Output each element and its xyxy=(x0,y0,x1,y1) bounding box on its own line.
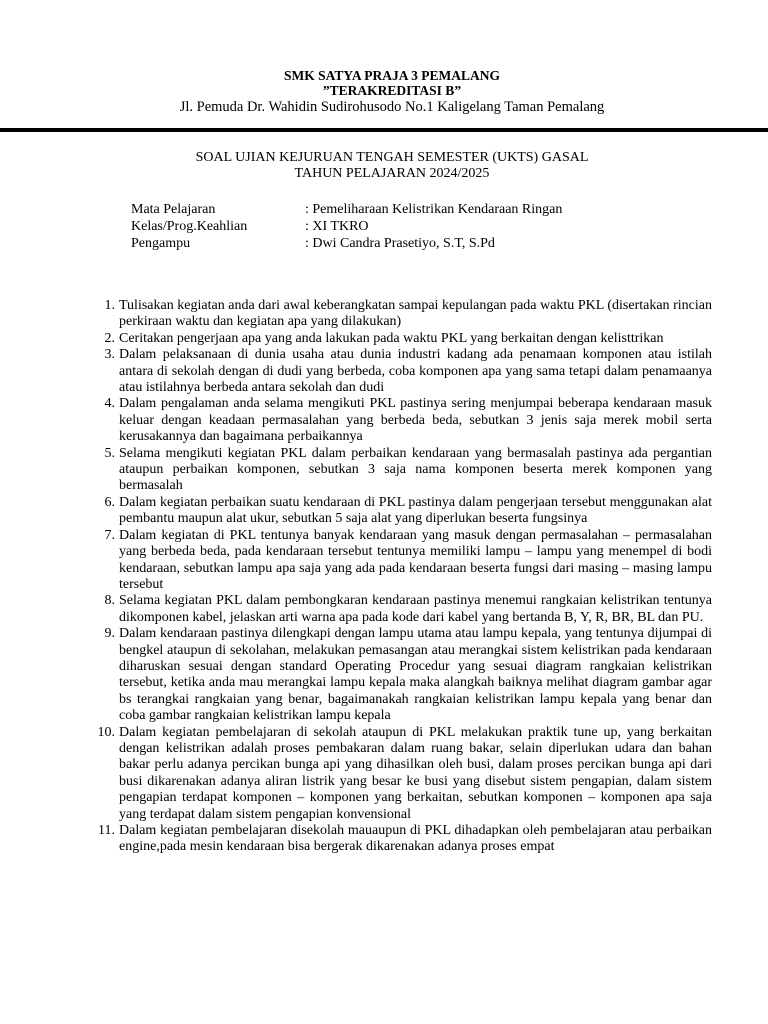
info-label: Kelas/Prog.Keahlian xyxy=(131,219,248,234)
question-number: 7. xyxy=(104,527,115,543)
question-text: Dalam kegiatan pembelajaran di sekolah ataupun di PKL melakukan praktik tune up, yang berkaitan dengan kelistrikan adalah proses pembakaran dalam ruang bakar, selain diperlukan udara dan bahan bakar perlu adanya percikan bunga api yang dihasilkan oleh busi, dalam proses percikan bunga api dari busi dikarenakan adanya aliran listrik yang besar ke busi yang disebut sistem pengapian, dalam sistem pengapian terdapat komponen – komponen yang berkaitan, sebutkan komponen – komponen apa saja yang terdapat dalam sistem pengapian konvensional xyxy=(119,724,712,822)
question-number: 4. xyxy=(104,396,115,412)
question-number: 9. xyxy=(104,626,115,642)
question-item xyxy=(104,347,712,396)
question-number: 8. xyxy=(104,593,115,609)
question-text: Dalam pengalaman anda selama mengikuti PKL pastinya sering menjumpai beberapa kendaraan masuk keluar dengan keadaan permasalahan yang berbeda beda, sebutkan 3 jenis saja merek mobil serta kerusakannya dan bagaimana perbaikannya xyxy=(119,396,712,445)
accreditation-status: ”TERAKREDITASI B” xyxy=(322,83,462,98)
question-item xyxy=(104,593,712,626)
question-text: Selama mengikuti kegiatan PKL dalam perbaikan kendaraan yang bermasalah pastinya ada pergantian ataupun perbaikan komponen, sebutkan 3 saja nama komponen beserta merek komponen yang bermasalah xyxy=(119,445,712,494)
letterhead-divider xyxy=(0,128,768,132)
info-value: : Pemeliharaan Kelistrikan Kendaraan Ringan xyxy=(305,202,563,217)
info-value: : Dwi Candra Prasetiyo, S.T, S.Pd xyxy=(305,236,495,251)
question-number: 11. xyxy=(98,823,115,838)
question-text: Dalam kegiatan pembelajaran disekolah mauaupun di PKL dihadapkan oleh pembelajaran atau perbaikan engine,pada mesin kendaraan bisa bergerak dikarenakan adanya proses empat xyxy=(119,823,712,855)
question-item xyxy=(104,298,712,331)
info-value: : XI TKRO xyxy=(305,219,369,234)
question-text: Ceritakan pengerjaan apa yang anda lakukan pada waktu PKL yang berkaitan dengan kelisttrikan xyxy=(119,330,664,346)
question-number: 1. xyxy=(104,298,115,313)
question-text: Dalam kegiatan di PKL tentunya banyak kendaraan yang masuk dengan permasalahan – permasalahan yang berbeda beda, pada kendaraan tersebut tentunya memiliki lampu – lampu yang menempel di bodi kendaraan, sebutkan lampu apa saja yang ada pada kendaraan beserta fungsi dari masing – masing lampu tersebut xyxy=(119,527,712,592)
exam-title-line: SOAL UJIAN KEJURUAN TENGAH SEMESTER (UKTS) GASAL xyxy=(195,150,589,165)
question-item xyxy=(104,445,712,495)
question-item xyxy=(104,626,712,724)
question-number: 2. xyxy=(104,330,115,346)
letterhead xyxy=(0,68,768,116)
question-text: Dalam pelaksanaan di dunia usaha atau dunia industri kadang ada penamaan komponen atau istilah antara di sekolah dengan di dudi yang berbeda, coba komponen apa yang sama tetapi dalam penamaanya atau istilahnya berbeda antara sekolah dan dudi xyxy=(119,347,712,396)
school-address: Jl. Pemuda Dr. Wahidin Sudirohusodo No.1 Kaligelang Taman Pemalang xyxy=(179,99,605,115)
question-text: Tulisakan kegiatan anda dari awal keberangkatan sampai kepulangan pada waktu PKL (disertakan rincian perkiraan waktu dan kegiatan apa yang dilakukan) xyxy=(119,298,712,330)
question-item xyxy=(104,396,712,445)
question-item xyxy=(97,724,712,823)
question-text: Dalam kendaraan pastinya dilengkapi dengan lampu utama atau lampu kepala, yang tentunya dijumpai di bengkel ataupun di sekolahan, melakukan pemasangan atau merangkai sistem kelistrikan pada kendaraan diharuskan sesuai dengan standard Operating Procedur yang sesuai diagram rangkaian kelistrikan tersebut, ketika anda mau merangkai lampu kepala maka alangkah baiknya melihat diagram gambar agar bs terangkai rangkaian yang benar, bagaimanakah rangkaian kelistrikan lampu kepala yang benar dan coba gambar rangkaian kelistrikan lampu kepala xyxy=(119,626,712,724)
exam-year-line: TAHUN PELAJARAN 2024/2025 xyxy=(294,166,490,181)
question-text: Dalam kegiatan perbaikan suatu kendaraan di PKL pastinya dalam pengerjaan tersebut menggunakan alat pembantu maupun alat ukur, sebutkan 5 saja alat yang diperlukan beserta fungsinya xyxy=(119,494,712,527)
question-number: 10. xyxy=(97,724,115,740)
question-text: Selama kegiatan PKL dalam pembongkaran kendaraan pastinya menemui rangkaian kelistrikan tentunya dikomponen kabel, jelaskan arti warna apa pada kode dari kabel yang bertanda B, Y, R, BR, BL dan PU. xyxy=(119,593,712,625)
school-name: SMK SATYA PRAJA 3 PEMALANG xyxy=(283,68,501,83)
exam-title xyxy=(0,150,768,182)
question-number: 6. xyxy=(104,494,115,510)
question-item xyxy=(98,823,712,856)
info-label: Mata Pelajaran xyxy=(131,202,216,217)
question-item xyxy=(104,527,712,594)
info-label: Pengampu xyxy=(131,236,191,251)
question-item xyxy=(104,330,712,347)
question-number: 3. xyxy=(104,347,115,363)
question-number: 5. xyxy=(104,445,115,461)
question-list xyxy=(97,298,712,856)
question-item xyxy=(104,494,712,528)
